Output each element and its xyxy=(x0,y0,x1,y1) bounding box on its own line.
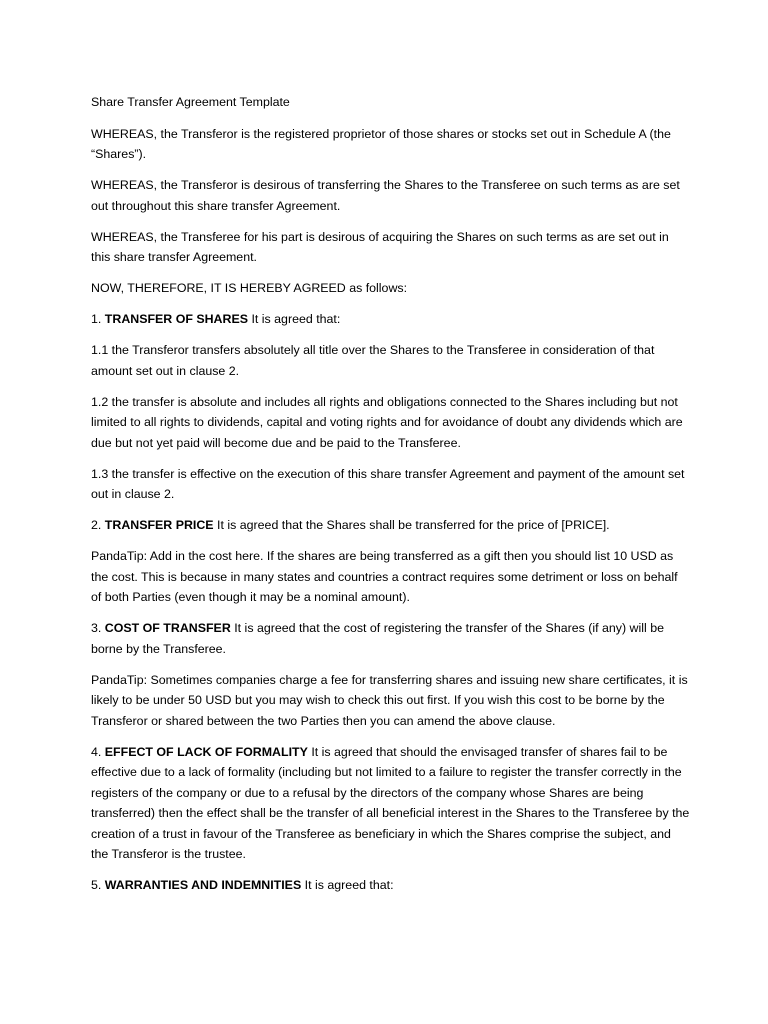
pandatip-2-text: PandaTip: Sometimes companies charge a fee for transferring shares and issuing new share certificates, it is likely to be under 50 USD but you may wish to check this out first. If you wish this cost to be borne by the Transferor or shared between the two Parties then you can amend the above clause. xyxy=(91,672,688,728)
pandatip-1 xyxy=(91,546,691,608)
clause-1-text: It is agreed that: xyxy=(251,312,341,326)
clause-1 xyxy=(91,309,691,330)
clause-1-3-text: 1.3 the transfer is effective on the execution of this share transfer Agreement and payment of the amount set out in clause 2. xyxy=(91,466,685,501)
clause-1-2-text: 1.2 the transfer is absolute and includes all rights and obligations connected to the Shares including but not limited to all rights to dividends, capital and voting rights and for avoidance of doubt any dividends which are due but not yet paid will become due and be paid to the Transferee. xyxy=(91,394,683,450)
clause-5-text: It is agreed that: xyxy=(304,878,394,892)
clause-2-text: It is agreed that the Shares shall be transferred for the price of [PRICE]. xyxy=(217,518,610,532)
document-body xyxy=(91,92,691,906)
whereas-paragraph-1 xyxy=(91,124,691,165)
clause-3-text: It is agreed that the cost of registering the transfer of the Shares (if any) will be borne by the Transferee. xyxy=(91,621,664,656)
whereas-text-3: WHEREAS, the Transferee for his part is desirous of acquiring the Shares on such terms as are set out in this share transfer Agreement. xyxy=(91,229,669,264)
whereas-text-2: WHEREAS, the Transferor is desirous of transferring the Shares to the Transferee on such terms as are set out throughout this share transfer Agreement. xyxy=(91,178,680,213)
clause-3-number: 3. xyxy=(91,621,102,635)
clause-5-number: 5. xyxy=(91,878,102,892)
clause-2 xyxy=(91,515,691,536)
clause-4-text: It is agreed that should the envisaged transfer of shares fail to be effective due to a lack of formality (including but not limited to a failure to register the transfer correctly in the registers of the company or due to a refusal by the directors of the company whose Shares are being transferred) then the effect shall be the transfer of all beneficial interest in the Shares to the Transferee by the creation of a trust in favour of the Transferee as beneficiary in which the Shares comprise the subject, and the Transferor is the trustee. xyxy=(91,744,690,861)
clause-5-heading: WARRANTIES AND INDEMNITIES xyxy=(104,878,302,892)
now-therefore-paragraph xyxy=(91,278,691,299)
document-title-text: Share Transfer Agreement Template xyxy=(91,95,290,109)
whereas-text-1: WHEREAS, the Transferor is the registered proprietor of those shares or stocks set out in Schedule A (the “Shares”). xyxy=(91,126,671,161)
clause-2-heading: TRANSFER PRICE xyxy=(104,518,214,532)
clause-4-heading: EFFECT OF LACK OF FORMALITY xyxy=(104,744,308,759)
clause-5 xyxy=(91,875,691,896)
document-title xyxy=(91,92,691,113)
pandatip-2 xyxy=(91,670,691,732)
clause-3-heading: COST OF TRANSFER xyxy=(104,621,231,635)
clause-1-1-text: 1.1 the Transferor transfers absolutely all title over the Shares to the Transferee in consideration of that amount set out in clause 2. xyxy=(91,343,655,378)
clause-1-2 xyxy=(91,392,691,454)
clause-3 xyxy=(91,618,691,659)
clause-1-1 xyxy=(91,340,691,381)
clause-4-number: 4. xyxy=(91,744,102,759)
whereas-paragraph-2 xyxy=(91,175,691,216)
clause-1-3 xyxy=(91,464,691,505)
pandatip-1-text: PandaTip: Add in the cost here. If the shares are being transferred as a gift then you should list 10 USD as the cost. This is because in many states and countries a contract requires some detriment or loss on behalf of both Parties (even though it may be a nominal amount). xyxy=(91,549,678,604)
clause-1-number: 1. xyxy=(91,312,102,326)
clause-1-heading: TRANSFER OF SHARES xyxy=(104,312,248,326)
clause-4 xyxy=(91,742,691,865)
clause-2-number: 2. xyxy=(91,518,102,532)
whereas-paragraph-3 xyxy=(91,227,691,268)
now-therefore-text: NOW, THEREFORE, IT IS HEREBY AGREED as follows: xyxy=(91,281,408,295)
